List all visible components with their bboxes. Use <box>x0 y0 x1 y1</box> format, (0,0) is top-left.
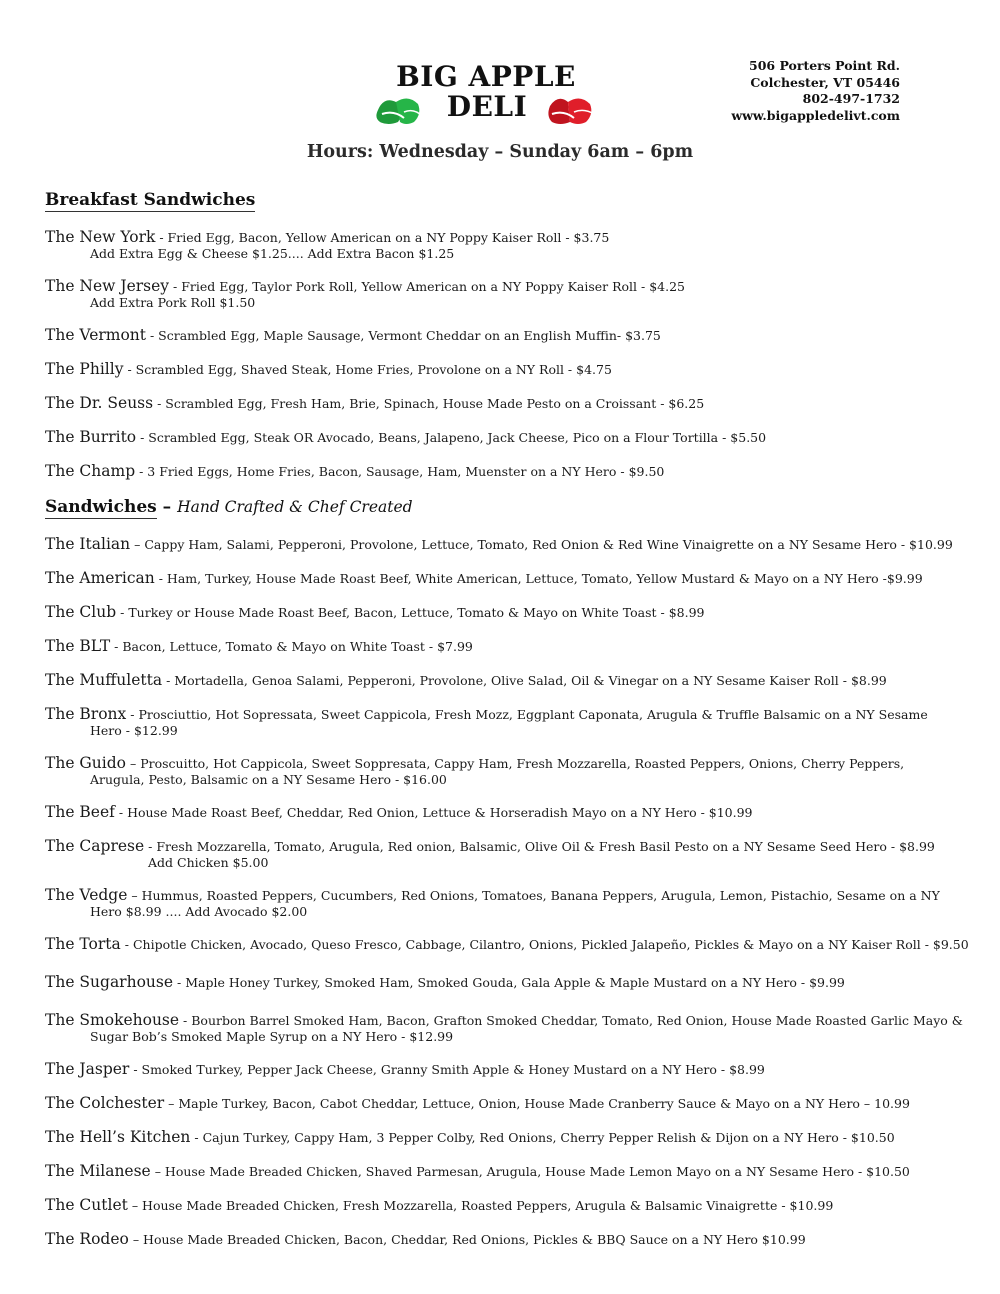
logo-line-2: DELI <box>446 90 528 123</box>
menu-item-name: The Vedge <box>45 886 128 904</box>
menu-item-description: – Cappy Ham, Salami, Pepperoni, Provolone, Lettuce, Tomato, Red Onion & Red Wine Vinaigrette on a NY Sesame Hero - $10.99 <box>130 537 953 552</box>
menu-item-description: - Scrambled Egg, Fresh Ham, Brie, Spinach, House Made Pesto on a Croissant - $6.25 <box>153 396 705 411</box>
menu-item-description: - Bourbon Barrel Smoked Ham, Bacon, Grafton Smoked Cheddar, Tomato, Red Onion, House Made Roasted Garlic Mayo & <box>179 1013 963 1028</box>
menu-item <box>45 278 950 311</box>
menu-item-name: The Rodeo <box>45 1230 129 1248</box>
menu-item <box>45 887 950 920</box>
menu-item-description: - Maple Honey Turkey, Smoked Ham, Smoked Gouda, Gala Apple & Maple Mustard on a NY Hero - $9.99 <box>173 975 845 990</box>
menu-item-name: The Philly <box>45 360 124 378</box>
menu-item <box>45 804 950 821</box>
address: 506 Porters Point Rd. <box>749 58 900 73</box>
menu-item-name: The New Jersey <box>45 277 170 295</box>
menu-item-description: – House Made Breaded Chicken, Shaved Parmesan, Arugula, House Made Lemon Mayo on a NY Sesame Hero - $10.50 <box>150 1164 910 1179</box>
menu-item <box>45 604 950 621</box>
menu-item-extra: Add Extra Pork Roll $1.50 <box>90 295 256 310</box>
menu-item-name: The Hell’s Kitchen <box>45 1128 191 1146</box>
menu-item-description: - Scrambled Egg, Steak OR Avocado, Beans, Jalapeno, Jack Cheese, Pico on a Flour Tortilla - $5.50 <box>136 430 767 445</box>
sandwiches-section-title <box>45 497 413 517</box>
menu-item-line <box>45 429 950 446</box>
menu-item-extra: Hero $8.99 .... Add Avocado $2.00 <box>90 904 308 919</box>
menu-item-line <box>45 278 950 295</box>
menu-item-line <box>45 570 950 587</box>
menu-item-name: The Muffuletta <box>45 671 163 689</box>
menu-item-line <box>45 463 950 480</box>
green-apple-icon <box>374 92 426 126</box>
menu-item <box>45 755 950 788</box>
menu-item-name: The Colchester <box>45 1094 165 1112</box>
menu-item <box>45 229 950 262</box>
menu-item <box>45 706 950 739</box>
menu-item-name: The Dr. Seuss <box>45 394 154 412</box>
menu-item <box>45 838 950 871</box>
menu-item-description: - Chipotle Chicken, Avocado, Queso Fresco, Cabbage, Cilantro, Onions, Pickled Jalapeño, Pickles & Mayo on a NY Kaiser Roll - $9.50 <box>120 937 969 952</box>
menu-item-line <box>45 604 950 621</box>
sandwiches-dash: – <box>156 497 178 517</box>
contact-block <box>731 58 900 124</box>
menu-item-name: The Smokehouse <box>45 1011 180 1029</box>
menu-item <box>45 463 950 480</box>
menu-item <box>45 638 950 655</box>
menu-item-line <box>45 755 950 772</box>
menu-item <box>45 935 969 953</box>
menu-item-name: The Cutlet <box>45 1196 128 1214</box>
menu-item-description: - Fresh Mozzarella, Tomato, Arugula, Red onion, Balsamic, Olive Oil & Fresh Basil Pesto on a NY Sesame Seed Hero - $8.99 <box>144 839 935 854</box>
menu-item-name: The American <box>45 569 155 587</box>
menu-item-description: - Smoked Turkey, Pepper Jack Cheese, Granny Smith Apple & Honey Mustard on a NY Hero - $8.99 <box>129 1062 765 1077</box>
menu-item-name: The Sugarhouse <box>45 973 174 991</box>
menu-item-description: - 3 Fried Eggs, Home Fries, Bacon, Sausage, Ham, Muenster on a NY Hero - $9.50 <box>135 464 665 479</box>
deli-logo <box>372 60 602 130</box>
menu-item-extra: Sugar Bob’s Smoked Maple Syrup on a NY Hero - $12.99 <box>90 1029 454 1044</box>
menu-item-description: - Ham, Turkey, House Made Roast Beef, White American, Lettuce, Tomato, Yellow Mustard & Mayo on a NY Hero -$9.99 <box>154 571 923 586</box>
menu-item-line <box>45 706 950 723</box>
menu-item <box>45 1011 963 1045</box>
menu-item-extra: Hero - $12.99 <box>90 723 178 738</box>
breakfast-title: Breakfast Sandwiches <box>45 190 256 210</box>
menu-item-name: The BLT <box>45 637 111 655</box>
hours: Hours: Wednesday – Sunday 6am – 6pm <box>306 142 694 162</box>
menu-item-name: The Champ <box>45 462 136 480</box>
menu-item-description: - Scrambled Egg, Maple Sausage, Vermont Cheddar on an English Muffin- $3.75 <box>146 328 661 343</box>
menu-item <box>45 1231 950 1248</box>
menu-item-line <box>45 1011 963 1029</box>
menu-item-name: The Burrito <box>45 428 137 446</box>
menu-item <box>45 1061 950 1078</box>
sandwiches-subtitle: Hand Crafted & Chef Created <box>177 498 413 516</box>
menu-item-name: The Milanese <box>45 1162 151 1180</box>
menu-item-description: - Turkey or House Made Roast Beef, Bacon, Lettuce, Tomato & Mayo on White Toast - $8.99 <box>116 605 705 620</box>
menu-item-description: – Maple Turkey, Bacon, Cabot Cheddar, Lettuce, Onion, House Made Cranberry Sauce & Mayo on a NY Hero – 10.99 <box>164 1096 910 1111</box>
menu-item <box>45 974 950 991</box>
menu-item-line <box>45 327 950 344</box>
menu-item <box>45 672 950 689</box>
menu-item-line <box>45 935 969 953</box>
menu-item-name: The Club <box>45 603 117 621</box>
menu-item-description: - Fried Egg, Taylor Pork Roll, Yellow American on a NY Poppy Kaiser Roll - $4.25 <box>169 279 686 294</box>
menu-item-line <box>45 361 950 378</box>
menu-item-extra: Arugula, Pesto, Balsamic on a NY Sesame Hero - $16.00 <box>90 772 447 787</box>
menu-item-extra: Add Extra Egg & Cheese $1.25.... Add Extra Bacon $1.25 <box>90 246 455 261</box>
breakfast-section-title <box>45 190 255 210</box>
menu-item <box>45 570 950 587</box>
menu-item-description: - Scrambled Egg, Shaved Steak, Home Fries, Provolone on a NY Roll - $4.75 <box>123 362 612 377</box>
menu-item <box>45 535 953 553</box>
menu-item-line <box>45 535 953 553</box>
menu-item-line <box>45 1095 950 1112</box>
menu-item <box>45 1163 950 1180</box>
menu-item-name: The Caprese <box>45 837 145 855</box>
menu-item <box>45 1095 950 1112</box>
menu-item-description: - Fried Egg, Bacon, Yellow American on a NY Poppy Kaiser Roll - $3.75 <box>155 230 610 245</box>
menu-item <box>45 361 950 378</box>
menu-item-line <box>45 1197 950 1214</box>
menu-item-description: - House Made Roast Beef, Cheddar, Red Onion, Lettuce & Horseradish Mayo on a NY Hero - $10.99 <box>114 805 753 820</box>
menu-item-line <box>45 804 950 821</box>
menu-item-line <box>45 838 950 855</box>
website-link[interactable]: www.bigappledelivt.com <box>731 107 900 123</box>
menu-item-name: The Guido <box>45 754 126 772</box>
menu-item-line <box>45 974 950 991</box>
menu-item-description: - Mortadella, Genoa Salami, Pepperoni, Provolone, Olive Salad, Oil & Vinegar on a NY Sesame Kaiser Roll - $8.99 <box>162 673 887 688</box>
menu-item-line <box>45 1163 950 1180</box>
menu-item-line <box>45 1231 950 1248</box>
city-state-zip: Colchester, VT 05446 <box>750 74 900 90</box>
menu-item-name: The Beef <box>45 803 115 821</box>
menu-item-name: The Vermont <box>45 326 147 344</box>
menu-item <box>45 395 950 412</box>
menu-item-description: – Hummus, Roasted Peppers, Cucumbers, Red Onions, Tomatoes, Banana Peppers, Arugula, Lemon, Pistachio, Sesame on a NY <box>127 888 940 903</box>
menu-item <box>45 1197 950 1214</box>
menu-item-line <box>45 229 950 246</box>
menu-item-line <box>45 638 950 655</box>
menu-item-line <box>45 672 950 689</box>
menu-item <box>45 429 950 446</box>
menu-item-name: The New York <box>45 228 156 246</box>
menu-item-line <box>45 395 950 412</box>
menu-item-description: – Proscuitto, Hot Cappicola, Sweet Soppresata, Cappy Ham, Fresh Mozzarella, Roasted Peppers, Onions, Cherry Peppers, <box>126 756 905 771</box>
menu-item-extra: Add Chicken $5.00 <box>148 855 269 870</box>
menu-item-name: The Italian <box>45 535 131 553</box>
menu-item-description: - Bacon, Lettuce, Tomato & Mayo on White Toast - $7.99 <box>110 639 473 654</box>
red-apple-icon <box>544 92 596 126</box>
menu-item-line <box>45 1129 950 1146</box>
menu-item-description: - Prosciuttio, Hot Sopressata, Sweet Cappicola, Fresh Mozz, Eggplant Caponata, Arugula & Truffle Balsamic on a NY Sesame <box>126 707 928 722</box>
menu-item <box>45 1129 950 1146</box>
logo-line-1: BIG APPLE <box>396 60 576 93</box>
menu-item-description: - Cajun Turkey, Cappy Ham, 3 Pepper Colby, Red Onions, Cherry Pepper Relish & Dijon on a NY Hero - $10.50 <box>190 1130 895 1145</box>
menu-item <box>45 327 950 344</box>
menu-item-description: – House Made Breaded Chicken, Bacon, Cheddar, Red Onions, Pickles & BBQ Sauce on a NY Hero $10.99 <box>128 1232 806 1247</box>
menu-item-description: – House Made Breaded Chicken, Fresh Mozzarella, Roasted Peppers, Arugula & Balsamic Vinaigrette - $10.99 <box>127 1198 834 1213</box>
menu-item-name: The Jasper <box>45 1060 130 1078</box>
menu-item-name: The Torta <box>45 935 121 953</box>
sandwiches-title: Sandwiches <box>45 497 157 517</box>
menu-item-line <box>45 1061 950 1078</box>
phone-number[interactable]: 802-497-1732 <box>802 91 900 106</box>
menu-item-name: The Bronx <box>45 705 127 723</box>
menu-item-line <box>45 887 950 904</box>
